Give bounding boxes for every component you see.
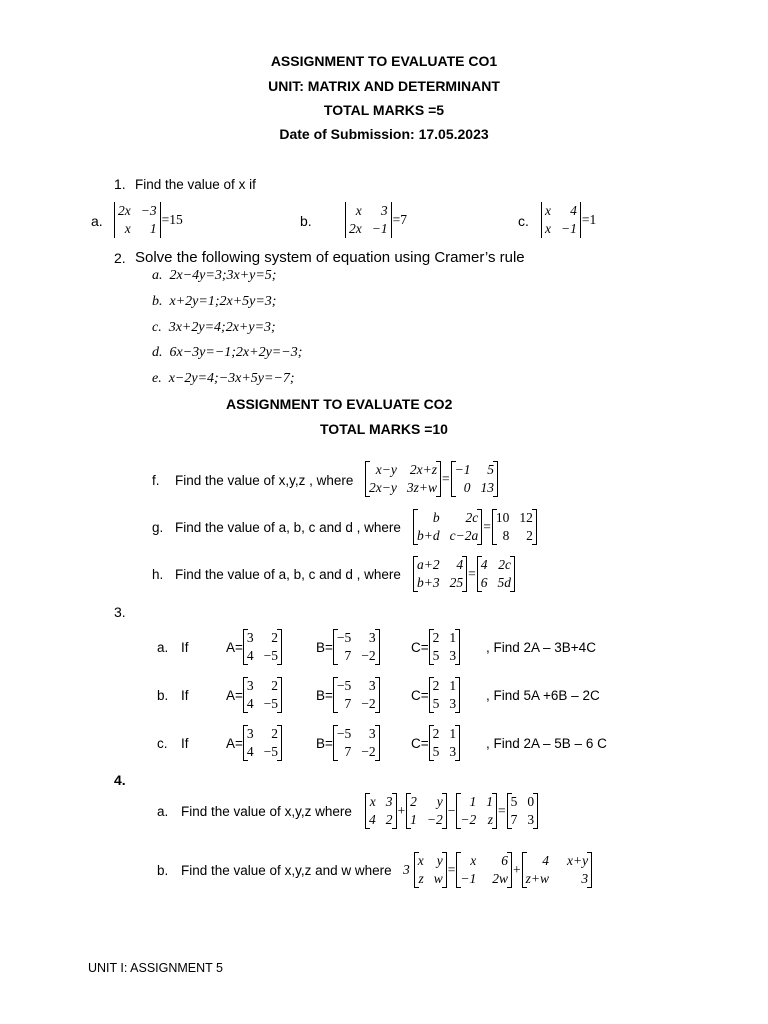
matrix: x 6 −1 2w [456, 852, 512, 888]
q2-item: e. x−2y=4;−3x+5y=−7; [152, 371, 295, 386]
matrix-C: C= 2 1 5 3 [411, 629, 460, 665]
matrix: 2 y 1 −2 [406, 793, 447, 829]
q3-b-label: b. [157, 688, 169, 703]
matrix: 10 12 8 2 [492, 509, 537, 545]
q4-b-text: Find the value of x,y,z and w where [181, 863, 392, 878]
q2-item: d. 6x−3y=−1;2x+2y=−3; [152, 345, 303, 360]
matrix: 4 x+y z+w 3 [522, 852, 592, 888]
co2-f-label: f. [152, 473, 160, 488]
q2-text: Solve the following system of equation using Cramer’s rule [135, 249, 525, 266]
co2-g-text: Find the value of a, b, c and d , where [175, 520, 401, 535]
q2-item: c. 3x+2y=4;2x+y=3; [152, 320, 276, 335]
matrix-C: C= 2 1 5 3 [411, 677, 460, 713]
unit-title: UNIT: MATRIX AND DETERMINANT [268, 78, 500, 94]
determinant: 2x −3 x 1 [114, 202, 161, 238]
matrix: 5 0 7 3 [507, 793, 539, 829]
total-marks-co2: TOTAL MARKS =10 [320, 421, 448, 437]
matrix-A: A= 3 2 4 −5 [226, 629, 282, 665]
q4-a-label: a. [157, 804, 169, 819]
matrix: 4 2c 6 5d [477, 556, 515, 592]
co2-f-expression: x−y 2x+z 2x−y 3z+w = −1 5 0 13 [365, 461, 498, 497]
q3-a-label: a. [157, 640, 169, 655]
q1-a-expression: 2x −3 x 1 =15 [114, 202, 184, 238]
title-co1: ASSIGNMENT TO EVALUATE CO1 [270, 53, 498, 69]
matrix-A: A= 3 2 4 −5 [226, 725, 282, 761]
matrix-B: B= −5 3 7 −2 [316, 725, 380, 761]
co2-h-expression: a+2 4 b+3 25 = 4 2c 6 5d [413, 556, 515, 592]
q1-number: 1. [114, 176, 126, 192]
matrix-A: A= 3 2 4 −5 [226, 677, 282, 713]
matrix: 1 1 −2 z [456, 793, 497, 829]
q3-a-find: , Find 2A – 3B+4C [486, 640, 596, 655]
q4-a-expression: x 3 4 2 + 2 y 1 −2 − 1 1 −2 z = 5 0 7 3 [365, 793, 538, 829]
q1-a-label: a. [91, 213, 103, 229]
matrix: x 3 4 2 [365, 793, 397, 829]
co2-h-label: h. [152, 567, 164, 582]
q3-if: If [181, 688, 189, 703]
q2-number: 2. [114, 250, 126, 266]
q3-if: If [181, 736, 189, 751]
title-co2: ASSIGNMENT TO EVALUATE CO2 [226, 396, 453, 412]
matrix: b 2c b+d c−2a [413, 509, 482, 545]
co2-g-label: g. [152, 520, 164, 535]
q1-c-label: c. [518, 213, 529, 229]
matrix-B: B= −5 3 7 −2 [316, 677, 380, 713]
q4-a-text: Find the value of x,y,z where [181, 804, 352, 819]
submission-date: Date of Submission: 17.05.2023 [279, 126, 489, 142]
q4-number: 4. [114, 772, 126, 788]
q2-item: b. x+2y=1;2x+5y=3; [152, 294, 277, 309]
co2-f-text: Find the value of x,y,z , where [175, 473, 354, 488]
matrix-C: C= 2 1 5 3 [411, 725, 460, 761]
q4-b-expression: 3 x y z w = x 6 −1 2w + 4 x+y z+w 3 [403, 852, 592, 888]
q3-if: If [181, 640, 189, 655]
matrix: a+2 4 b+3 25 [413, 556, 467, 592]
page-footer: UNIT I: ASSIGNMENT 5 [88, 961, 223, 975]
q1-b-label: b. [300, 213, 312, 229]
determinant: x 3 2x −1 [345, 202, 392, 238]
determinant: x 4 x −1 [541, 202, 581, 238]
co2-g-expression: b 2c b+d c−2a = 10 12 8 2 [413, 509, 537, 545]
q1-b-expression: x 3 2x −1 =7 [345, 202, 408, 238]
q3-b-find: , Find 5A +6B – 2C [486, 688, 600, 703]
co2-h-text: Find the value of a, b, c and d , where [175, 567, 401, 582]
matrix: x y z w [414, 852, 447, 888]
matrix: x−y 2x+z 2x−y 3z+w [365, 461, 441, 497]
q2-item: a. 2x−4y=3;3x+y=5; [152, 268, 277, 283]
q3-number: 3. [114, 604, 126, 620]
matrix: −1 5 0 13 [451, 461, 498, 497]
matrix-B: B= −5 3 7 −2 [316, 629, 380, 665]
q3-c-find: , Find 2A – 5B – 6 C [486, 736, 607, 751]
total-marks-co1: TOTAL MARKS =5 [323, 102, 445, 118]
q1-c-expression: x 4 x −1 =1 [541, 202, 597, 238]
q4-b-label: b. [157, 863, 169, 878]
q1-text: Find the value of x if [135, 177, 256, 192]
q3-c-label: c. [157, 736, 168, 751]
